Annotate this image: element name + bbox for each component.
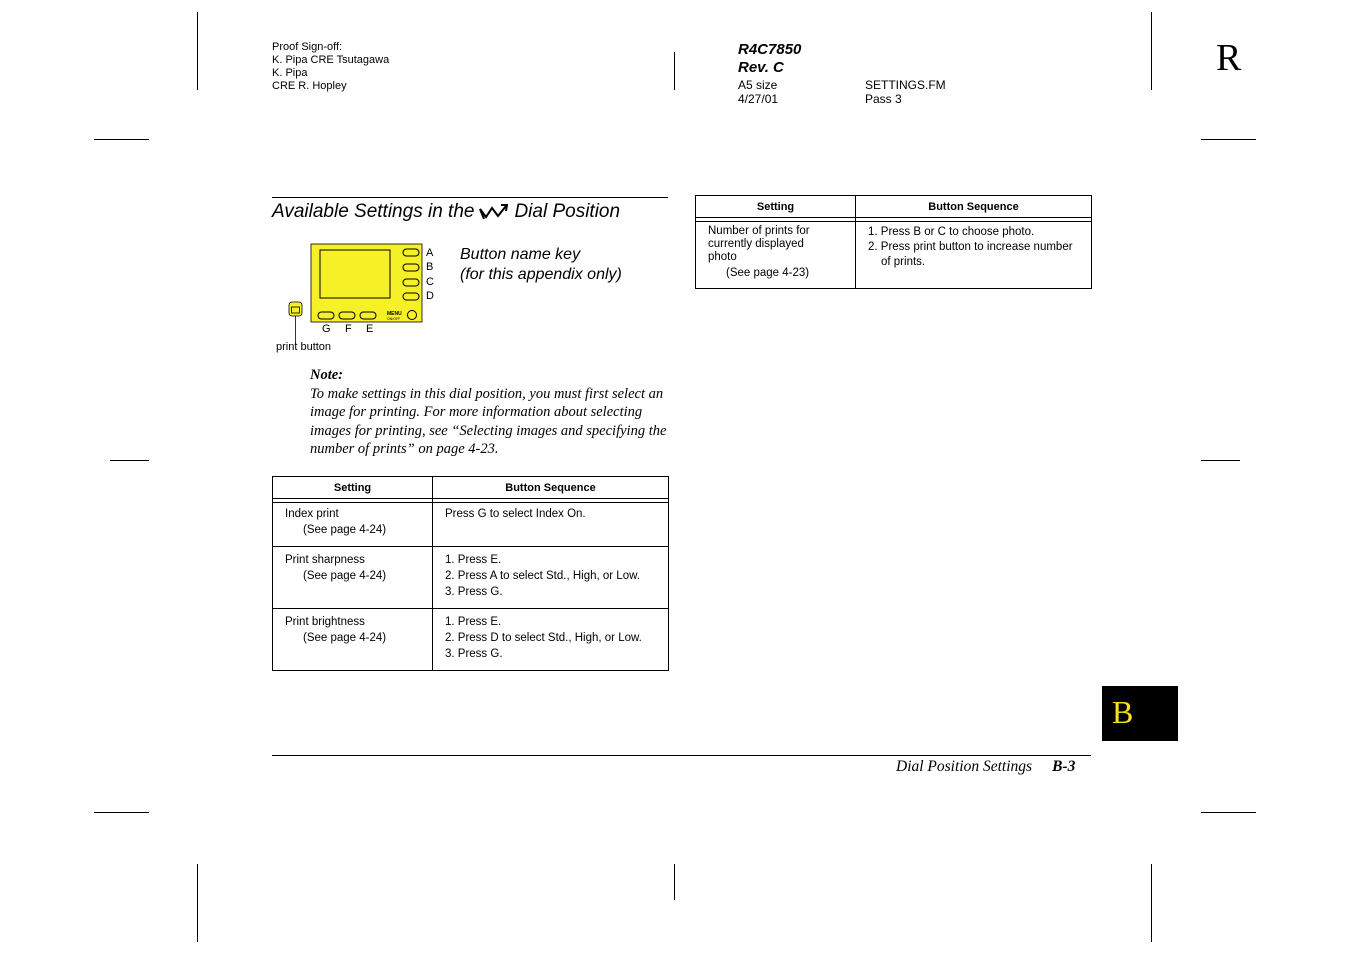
table-row [273, 609, 669, 671]
settings-table [272, 476, 669, 671]
page-ref: (See page 4-24) [303, 524, 387, 536]
proof-line: Proof Sign-off: [272, 41, 343, 53]
model-number: R4C7850 [738, 41, 802, 58]
label-a: A [426, 247, 434, 259]
button-c [403, 279, 419, 286]
sequence-step: 2. Press D to select Std., High, or Low. [445, 632, 642, 644]
caption-line: Button name key [460, 246, 581, 263]
table-row [273, 547, 669, 609]
file-label: SETTINGS.FM [865, 78, 946, 92]
date-label: 4/27/01 [738, 92, 779, 106]
onoff-label: ON/OFF [387, 317, 401, 321]
crop-mark [1201, 460, 1240, 461]
crop-mark [674, 864, 675, 900]
column-header: Setting [696, 196, 856, 218]
title-before: Available Settings in the [272, 201, 475, 222]
crop-mark [197, 864, 198, 942]
proof-line: K. Pipa [272, 67, 308, 79]
sequence-step: 3. Press G. [445, 648, 503, 660]
sequence-step: 1. Press B or C to choose photo. [868, 226, 1035, 238]
button-b [403, 264, 419, 271]
crop-mark [94, 812, 149, 813]
corner-letter: R [1216, 37, 1242, 79]
note-text: To make settings in this dial position, you must first select an image for printing. For more information about selecting images for printing, see “Selecting images and specifying the number of prints” on page 4-23. [310, 385, 667, 457]
crop-mark [1201, 812, 1256, 813]
title-after: Dial Position [514, 201, 621, 222]
column-header: Button Sequence [856, 196, 1092, 218]
sequence-step: Press G to select Index On. [445, 508, 586, 520]
label-f: F [345, 323, 352, 335]
footer-rule [272, 755, 1091, 756]
label-e: E [366, 323, 374, 335]
label-b: B [426, 261, 434, 273]
caption-line: (for this appendix only) [460, 266, 622, 283]
column-header: Setting [273, 477, 433, 499]
pass-label: Pass 3 [865, 92, 902, 106]
table-header [273, 477, 669, 499]
dial-position-icon [478, 201, 510, 221]
section-title [272, 197, 668, 224]
table-row [696, 222, 1092, 289]
sequence-step: 2. Press A to select Std., High, or Low. [445, 570, 640, 582]
button-d [403, 293, 419, 300]
size-label: A5 size [738, 78, 778, 92]
crop-mark [1151, 864, 1152, 942]
settings-table-continued [695, 195, 1092, 289]
label-g: G [322, 323, 331, 335]
sequence-step: 1. Press E. [445, 554, 502, 566]
sequence-step: 1. Press E. [445, 616, 502, 628]
lcd-screen [320, 250, 390, 298]
page-ref: (See page 4-24) [303, 570, 387, 582]
page-footer [896, 758, 1075, 776]
button-g [318, 312, 334, 319]
note-block [310, 366, 670, 459]
sequence-step: 3. Press G. [445, 586, 503, 598]
sequence-list [868, 225, 1079, 270]
setting-name: Print sharpness [285, 554, 365, 566]
print-button [289, 302, 302, 316]
setting-name: Print brightness [285, 616, 365, 628]
proof-line: K. Pipa CRE Tsutagawa [272, 54, 390, 66]
column-header: Button Sequence [433, 477, 669, 499]
appendix-tab [1102, 686, 1178, 741]
crop-mark [197, 12, 198, 90]
crop-mark [110, 460, 149, 461]
crop-mark [674, 52, 675, 90]
model-block [738, 41, 801, 77]
menu-onoff-button [408, 311, 417, 320]
button-f [339, 312, 355, 319]
sequence-step: 2. Press print button to increase number of prints. [868, 241, 1073, 268]
footer-title: Dial Position Settings [896, 758, 1033, 775]
crop-mark [1201, 139, 1256, 140]
button-key-caption [460, 245, 622, 285]
revision: Rev. C [738, 59, 784, 76]
button-e [360, 312, 376, 319]
button-a [403, 249, 419, 256]
menu-label: MENU [387, 311, 402, 317]
table-row [273, 503, 669, 547]
tab-letter: B [1112, 694, 1134, 730]
table-header [696, 196, 1092, 218]
setting-name: Index print [285, 508, 339, 520]
setting-name: Number of prints for currently displayed photo [708, 225, 810, 263]
note-title: Note: [310, 367, 344, 383]
crop-mark [94, 139, 149, 140]
label-c: C [426, 276, 434, 288]
label-d: D [426, 290, 434, 302]
crop-mark [1151, 12, 1152, 90]
page-ref: (See page 4-24) [303, 632, 387, 644]
page-ref: (See page 4-23) [726, 267, 810, 279]
page-number: B-3 [1052, 758, 1076, 775]
print-button-label: print button [276, 341, 332, 353]
proof-line: CRE R. Hopley [272, 80, 347, 92]
proof-signoff [272, 41, 389, 93]
